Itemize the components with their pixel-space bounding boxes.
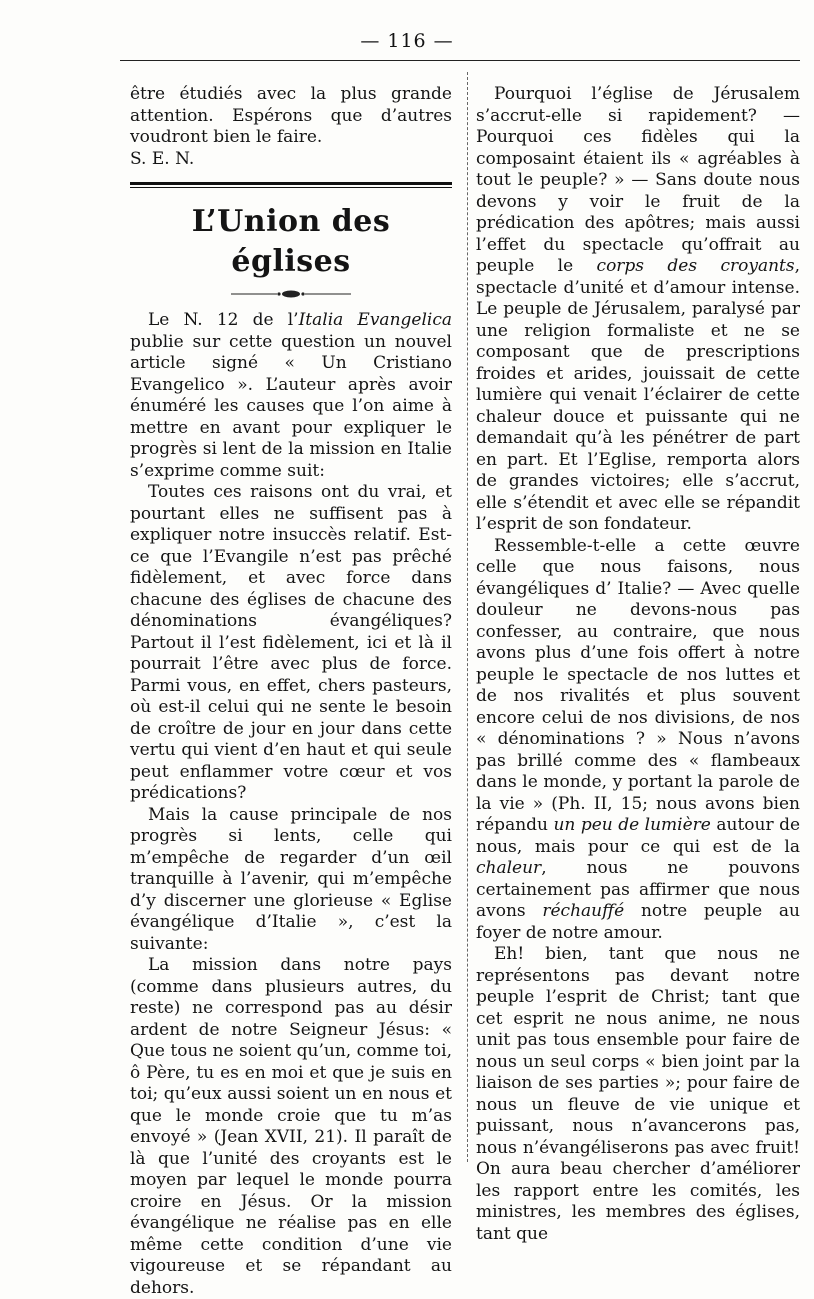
article-paragraph-2: Toutes ces raisons ont du vrai, et pourtant elles ne suffisent pas à expliquer notre insuccès relatif. Est-ce que l’Evangile n’est pas prêché fidèlement, et avec force dans chacune des églises de chacune des dénominations évangéliques? Partout il l’est fidèlement, ici et là il pourrait l’être avec plus de force. Parmi vous, en effet, chers pasteurs, où est-il celui qui ne sente le besoin de croître de jour en jour dans cette vertu qui vient d’en haut et qui seule peut enflammer votre cœur et vos prédications? [130,482,452,803]
page-number: — 116 — [360,30,454,52]
article-title: L’Union des églises [191,204,391,279]
article-paragraph-7: Eh! bien, tant que nous ne représentons pas devant notre peuple l’esprit de Christ; tant que cet esprit ne nous anime, ne nous unit pas tous ensemble pour faire de nous un seul corps « bien joint par la liaison de ses parties »; pour faire de nous un fleuve de vie unique et puissant, nous n’avancerons pas, nous n’évangéliserons pas avec fruit! On aura beau chercher d’améliorer les rapport entre les comités, les ministres, les membres des églises, tant que [476,944,800,1244]
left-column [130,84,452,1299]
header-rule [120,60,800,61]
section-rule-thin [130,187,452,188]
text-run: , nous ne pouvons certainement pas affirmer que nous avons [476,858,800,921]
italic-run: chaleur [476,858,542,878]
italic-run: réchauffé [542,901,625,921]
section-rule-thick [130,182,452,185]
column-divider [467,72,468,1162]
italic-run: un peu de lumière [553,815,711,835]
continued-paragraph: être étudiés avec la plus grande attention. Espérons que d’autres voudront bien le faire. [130,84,452,147]
text-run: publie sur cette question un nouvel article signé « Un Cristiano Evangelico ». L’auteur après avoir énuméré les causes que l’on aime à mettre en avant pour expliquer le progrès si lent de la mission en Italie s’exprime comme suit: [130,331,452,481]
text-run: Pourquoi l’église de Jérusalem s’accrut-elle si rapidement? — Pourquoi ces fidèles qui la composaint étaient ils « agréables à tout le peuple? » — Sans doute nous devons y voir le fruit de la prédication des apôtres; mais aussi l’effet du spectacle qu’offrait au peuple le [476,84,800,276]
article-paragraph-3: Mais la cause principale de nos progrès si lents, celle qui m’empêche de regarder d’un œil tranquille à l’avenir, qui m’empêche d’y discerner une glorieuse « Eglise évangélique d’Italie », c’est la suivante: [130,804,452,954]
author-signature: S. E. N. [130,148,195,169]
italic-run: corps des croyants [596,256,795,276]
text-run: Le N. 12 de l’ [148,310,299,330]
article-paragraph-4: La mission dans notre pays (comme dans plusieurs autres, du reste) ne correspond pas au désir ardent de notre Seigneur Jésus: « Que tous ne soient qu’un, comme toi, ô Père, tu es en moi et que je suis en toi; qu’eux aussi soient un en nous et que le monde croie que tu m’as envoyé » (Jean XVII, 21). Il paraît de là que l’unité des croyants est le moyen par lequel le monde pourra croire en Jésus. Or la mission évangélique ne réalise pas en elle même cette condition d’une vie vigoureuse et se répandant au dehors. [130,955,452,1298]
article-paragraph-5 [476,84,800,536]
article-paragraph-6 [476,536,800,945]
text-run: autour de nous, mais pour ce qui est de la [476,815,801,857]
text-run: Ressemble-t-elle a cette œuvre celle que nous faisons, nous évangéliques d’ Italie? — Avec quelle douleur ne devons-nous pas confesser, au contraire, que nous avons plus d’une fois offert à notre peuple le spectacle de nos luttes et de nos rivalités et plus souvent encore celui de nos divisions, de nos « dénominations ? » Nous n’avons pas brillé comme des « flambeaux dans le monde, y portant la parole de la vie » (Ph. II, 15; nous avons bien répandu [476,535,800,835]
text-run: , spectacle d’unité et d’amour intense. Le peuple de Jérusalem, paralysé par une religion formaliste et ne se composant que de prescriptions froides et arides, jouissait de cette lumière qui venait l’éclairer de cette chaleur douce et puissante qui ne demandait qu’à les pénétrer de part en part. Et l’Eglise, remporta alors de grandes victoires; elle s’accrut, elle s’étendit et avec elle se répandit l’esprit de son fondateur. [476,256,801,534]
article-paragraph-1 [130,310,452,482]
text-run: notre peuple au foyer de notre amour. [476,901,800,943]
italic-run: Italia Evangelica [298,310,452,330]
title-ornament [130,284,452,300]
right-column [476,84,800,1245]
